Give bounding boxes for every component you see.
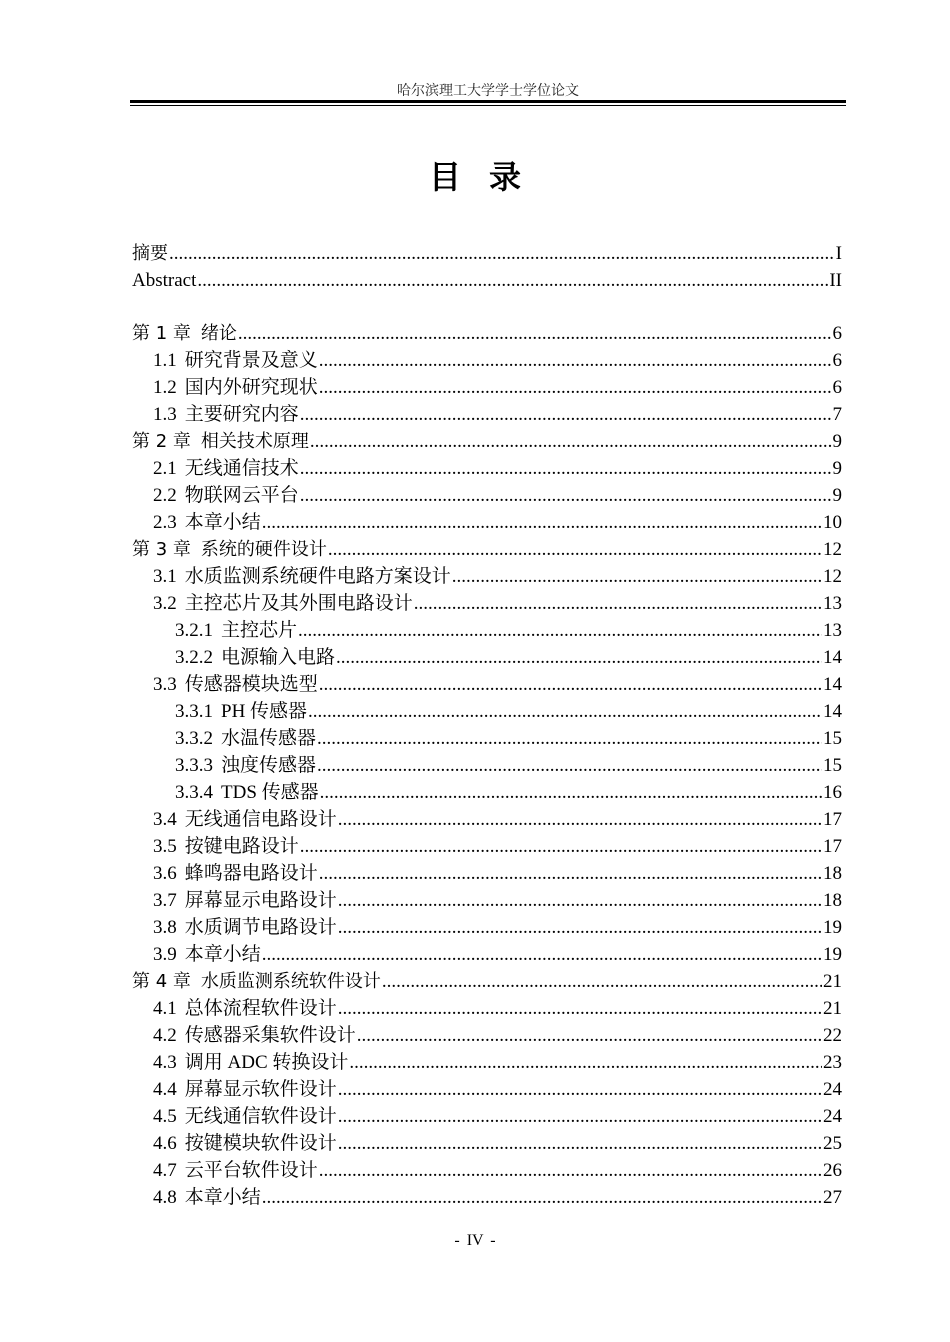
toc-entry-label: 传感器采集软件设计 bbox=[184, 1025, 356, 1046]
toc-entry-label: 水质监测系统硬件电路方案设计 bbox=[184, 566, 451, 587]
toc-entry-number: 2.3 bbox=[153, 512, 177, 533]
toc-entry-number: 4.6 bbox=[153, 1133, 177, 1154]
header-rule-thin bbox=[130, 105, 846, 106]
toc-entry-page: 18 bbox=[823, 863, 842, 884]
toc-dot-leader bbox=[262, 941, 822, 968]
toc-entry[interactable] bbox=[132, 1103, 842, 1130]
toc-entry-page: 21 bbox=[823, 998, 842, 1019]
toc-entry[interactable] bbox=[132, 887, 842, 914]
toc-dot-leader bbox=[357, 1022, 822, 1049]
toc-entry-page: 6 bbox=[832, 350, 842, 371]
toc-entry-number: 3.9 bbox=[153, 944, 177, 965]
toc-entry[interactable] bbox=[132, 833, 842, 860]
toc-entry-number: 3.2.1 bbox=[175, 620, 213, 641]
toc-entry-number: 3.2.2 bbox=[175, 647, 213, 668]
toc-dot-leader bbox=[414, 590, 822, 617]
toc-entry-number: 3.4 bbox=[153, 809, 177, 830]
toc-entry-label: 水质监测系统软件设计 bbox=[200, 971, 381, 992]
toc-entry-page: 24 bbox=[823, 1106, 842, 1127]
toc-dot-leader bbox=[300, 833, 822, 860]
toc-entry-page: 23 bbox=[823, 1052, 842, 1073]
toc-entry-page: 13 bbox=[823, 593, 842, 614]
toc-dot-leader bbox=[300, 401, 832, 428]
toc-entry[interactable] bbox=[132, 240, 842, 267]
toc-entry[interactable] bbox=[132, 509, 842, 536]
toc-dot-leader bbox=[336, 644, 822, 671]
toc-entry[interactable] bbox=[132, 779, 842, 806]
toc-entry-label: 主要研究内容 bbox=[184, 404, 299, 425]
toc-entry-number: 4.7 bbox=[153, 1160, 177, 1181]
toc-dot-leader bbox=[238, 320, 832, 347]
toc-entry-label: 本章小结 bbox=[184, 1187, 261, 1208]
toc-entry[interactable] bbox=[132, 374, 842, 401]
toc-entry-page: 17 bbox=[823, 809, 842, 830]
toc-entry-label: 按键模块软件设计 bbox=[184, 1133, 337, 1154]
toc-entry[interactable] bbox=[132, 347, 842, 374]
table-of-contents bbox=[132, 240, 842, 1211]
toc-entry-number: 4.1 bbox=[153, 998, 177, 1019]
toc-entry[interactable] bbox=[132, 1076, 842, 1103]
toc-entry-number: 4.4 bbox=[153, 1079, 177, 1100]
toc-entry-number: 2.1 bbox=[153, 458, 177, 479]
toc-entry[interactable] bbox=[132, 968, 842, 995]
toc-entry-number: 3.3.3 bbox=[175, 755, 213, 776]
toc-entry-page: 6 bbox=[832, 377, 842, 398]
toc-entry[interactable] bbox=[132, 725, 842, 752]
toc-entry-label: 水温传感器 bbox=[221, 728, 317, 749]
toc-entry-page: 7 bbox=[832, 404, 842, 425]
toc-entry-page: 14 bbox=[823, 674, 842, 695]
toc-entry[interactable] bbox=[132, 1049, 842, 1076]
toc-entry-label: 云平台软件设计 bbox=[184, 1160, 318, 1181]
toc-entry[interactable] bbox=[132, 428, 842, 455]
toc-entry-number: 第 4 章 bbox=[132, 971, 191, 992]
toc-entry-number: 3.8 bbox=[153, 917, 177, 938]
toc-dot-leader bbox=[300, 482, 832, 509]
toc-entry-number: 第 1 章 bbox=[132, 323, 191, 344]
toc-entry-page: 10 bbox=[823, 512, 842, 533]
toc-entry-label: 屏幕显示电路设计 bbox=[184, 890, 337, 911]
toc-entry-page: 19 bbox=[823, 917, 842, 938]
toc-dot-leader bbox=[319, 374, 832, 401]
toc-entry[interactable] bbox=[132, 671, 842, 698]
toc-entry[interactable] bbox=[132, 806, 842, 833]
toc-entry-page: II bbox=[829, 270, 842, 291]
toc-entry-number: 3.3 bbox=[153, 674, 177, 695]
toc-dot-leader bbox=[300, 455, 832, 482]
toc-entry[interactable] bbox=[132, 752, 842, 779]
toc-entry[interactable] bbox=[132, 1184, 842, 1211]
toc-dot-leader bbox=[349, 1049, 822, 1076]
toc-entry-label: TDS 传感器 bbox=[221, 782, 319, 803]
toc-entry[interactable] bbox=[132, 320, 842, 347]
toc-entry-number: 3.5 bbox=[153, 836, 177, 857]
toc-entry-page: 25 bbox=[823, 1133, 842, 1154]
toc-entry-number: 1.3 bbox=[153, 404, 177, 425]
toc-entry-label: 摘要 bbox=[132, 243, 168, 264]
toc-entry-label: 水质调节电路设计 bbox=[184, 917, 337, 938]
toc-entry-label: 主控芯片及其外围电路设计 bbox=[184, 593, 413, 614]
toc-entry-number: 4.5 bbox=[153, 1106, 177, 1127]
toc-entry-label: 研究背景及意义 bbox=[184, 350, 318, 371]
toc-entry-page: 12 bbox=[823, 566, 842, 587]
toc-entry-number: 3.2 bbox=[153, 593, 177, 614]
toc-entry-label: 国内外研究现状 bbox=[184, 377, 318, 398]
running-header: 哈尔滨理工大学学士学位论文 bbox=[397, 84, 579, 99]
toc-dot-leader bbox=[317, 725, 822, 752]
toc-entry-page: 15 bbox=[823, 728, 842, 749]
toc-dot-leader bbox=[262, 509, 822, 536]
toc-entry-page: 22 bbox=[823, 1025, 842, 1046]
toc-entry[interactable] bbox=[132, 536, 842, 563]
toc-entry[interactable] bbox=[132, 563, 842, 590]
toc-entry-label: 系统的硬件设计 bbox=[200, 539, 327, 560]
toc-entry-page: 21 bbox=[823, 971, 842, 992]
toc-dot-leader bbox=[319, 671, 822, 698]
toc-entry-page: 9 bbox=[832, 485, 842, 506]
toc-entry[interactable] bbox=[132, 644, 842, 671]
toc-entry[interactable] bbox=[132, 860, 842, 887]
toc-entry-page: 6 bbox=[832, 323, 842, 344]
toc-entry-label: 传感器模块选型 bbox=[184, 674, 318, 695]
toc-dot-leader bbox=[310, 428, 832, 455]
toc-entry-number: 3.3.1 bbox=[175, 701, 213, 722]
toc-entry-number: 4.8 bbox=[153, 1187, 177, 1208]
toc-entry[interactable] bbox=[132, 401, 842, 428]
toc-entry-label: PH 传感器 bbox=[221, 701, 308, 722]
page-number-footer: - IV - bbox=[454, 1232, 496, 1249]
toc-entry-page: 24 bbox=[823, 1079, 842, 1100]
toc-entry-number: 3.3.4 bbox=[175, 782, 213, 803]
toc-entry-page: 14 bbox=[823, 647, 842, 668]
toc-dot-leader bbox=[338, 1130, 822, 1157]
toc-dot-leader bbox=[319, 1157, 822, 1184]
toc-entry-label: 无线通信电路设计 bbox=[184, 809, 337, 830]
toc-entry[interactable] bbox=[132, 482, 842, 509]
toc-entry-page: 19 bbox=[823, 944, 842, 965]
toc-entry-number: 3.6 bbox=[153, 863, 177, 884]
toc-entry-page: 13 bbox=[823, 620, 842, 641]
toc-dot-leader bbox=[338, 1076, 822, 1103]
toc-entry-label: 电源输入电路 bbox=[221, 647, 336, 668]
toc-dot-leader bbox=[338, 914, 822, 941]
toc-entry-number: 2.2 bbox=[153, 485, 177, 506]
toc-dot-leader bbox=[338, 806, 822, 833]
toc-entry-label: 浊度传感器 bbox=[221, 755, 317, 776]
toc-entry[interactable] bbox=[132, 914, 842, 941]
toc-entry[interactable] bbox=[132, 1130, 842, 1157]
toc-entry[interactable] bbox=[132, 941, 842, 968]
toc-entry-number: 1.2 bbox=[153, 377, 177, 398]
toc-entry-page: 14 bbox=[823, 701, 842, 722]
toc-entry-page: 17 bbox=[823, 836, 842, 857]
toc-dot-leader bbox=[319, 347, 832, 374]
toc-entry-page: I bbox=[835, 243, 842, 264]
toc-entry-number: 4.3 bbox=[153, 1052, 177, 1073]
toc-dot-leader bbox=[328, 536, 822, 563]
toc-entry-label: 物联网云平台 bbox=[184, 485, 299, 506]
toc-entry-page: 26 bbox=[823, 1160, 842, 1181]
toc-entry-label: 无线通信软件设计 bbox=[184, 1106, 337, 1127]
toc-entry-page: 27 bbox=[823, 1187, 842, 1208]
toc-dot-leader bbox=[338, 1103, 822, 1130]
toc-dot-leader bbox=[317, 752, 822, 779]
toc-entry[interactable] bbox=[132, 455, 842, 482]
toc-entry-label: 本章小结 bbox=[184, 944, 261, 965]
toc-entry-label: Abstract bbox=[132, 270, 197, 291]
toc-entry-label: 绪论 bbox=[200, 323, 237, 344]
toc-entry-number: 4.2 bbox=[153, 1025, 177, 1046]
toc-entry-label: 按键电路设计 bbox=[184, 836, 299, 857]
toc-dot-leader bbox=[319, 860, 822, 887]
toc-entry-label: 蜂鸣器电路设计 bbox=[184, 863, 318, 884]
toc-entry-page: 9 bbox=[832, 431, 842, 452]
toc-entry-page: 18 bbox=[823, 890, 842, 911]
toc-entry[interactable] bbox=[132, 698, 842, 725]
toc-entry-number: 第 2 章 bbox=[132, 431, 191, 452]
toc-dot-leader bbox=[262, 1184, 822, 1211]
toc-dot-leader bbox=[320, 779, 822, 806]
toc-entry-label: 调用 ADC 转换设计 bbox=[184, 1052, 349, 1073]
toc-entry[interactable] bbox=[132, 267, 842, 294]
toc-entry-page: 12 bbox=[823, 539, 842, 560]
toc-entry[interactable] bbox=[132, 617, 842, 644]
toc-entry[interactable] bbox=[132, 590, 842, 617]
toc-entry-number: 3.1 bbox=[153, 566, 177, 587]
toc-entry[interactable] bbox=[132, 995, 842, 1022]
toc-entry-label: 相关技术原理 bbox=[200, 431, 309, 452]
toc-entry[interactable] bbox=[132, 1022, 842, 1049]
toc-dot-leader bbox=[452, 563, 822, 590]
toc-entry-label: 屏幕显示软件设计 bbox=[184, 1079, 337, 1100]
toc-entry-number: 3.3.2 bbox=[175, 728, 213, 749]
toc-entry-page: 9 bbox=[832, 458, 842, 479]
toc-entry-label: 总体流程软件设计 bbox=[184, 998, 337, 1019]
header-rule-thick bbox=[130, 100, 846, 103]
toc-entry-page: 15 bbox=[823, 755, 842, 776]
toc-dot-leader bbox=[338, 887, 822, 914]
toc-dot-leader bbox=[169, 240, 835, 267]
toc-dot-leader bbox=[338, 995, 822, 1022]
toc-entry-number: 3.7 bbox=[153, 890, 177, 911]
toc-entry-label: 主控芯片 bbox=[221, 620, 298, 641]
toc-entry-page: 16 bbox=[823, 782, 842, 803]
toc-dot-leader bbox=[298, 617, 822, 644]
toc-dot-leader bbox=[382, 968, 822, 995]
toc-entry-label: 无线通信技术 bbox=[184, 458, 299, 479]
toc-title: 目录 bbox=[428, 158, 549, 196]
toc-dot-leader bbox=[197, 267, 828, 294]
toc-entry-label: 本章小结 bbox=[184, 512, 261, 533]
toc-entry[interactable] bbox=[132, 1157, 842, 1184]
toc-dot-leader bbox=[308, 698, 822, 725]
toc-entry-number: 第 3 章 bbox=[132, 539, 191, 560]
toc-entry-number: 1.1 bbox=[153, 350, 177, 371]
